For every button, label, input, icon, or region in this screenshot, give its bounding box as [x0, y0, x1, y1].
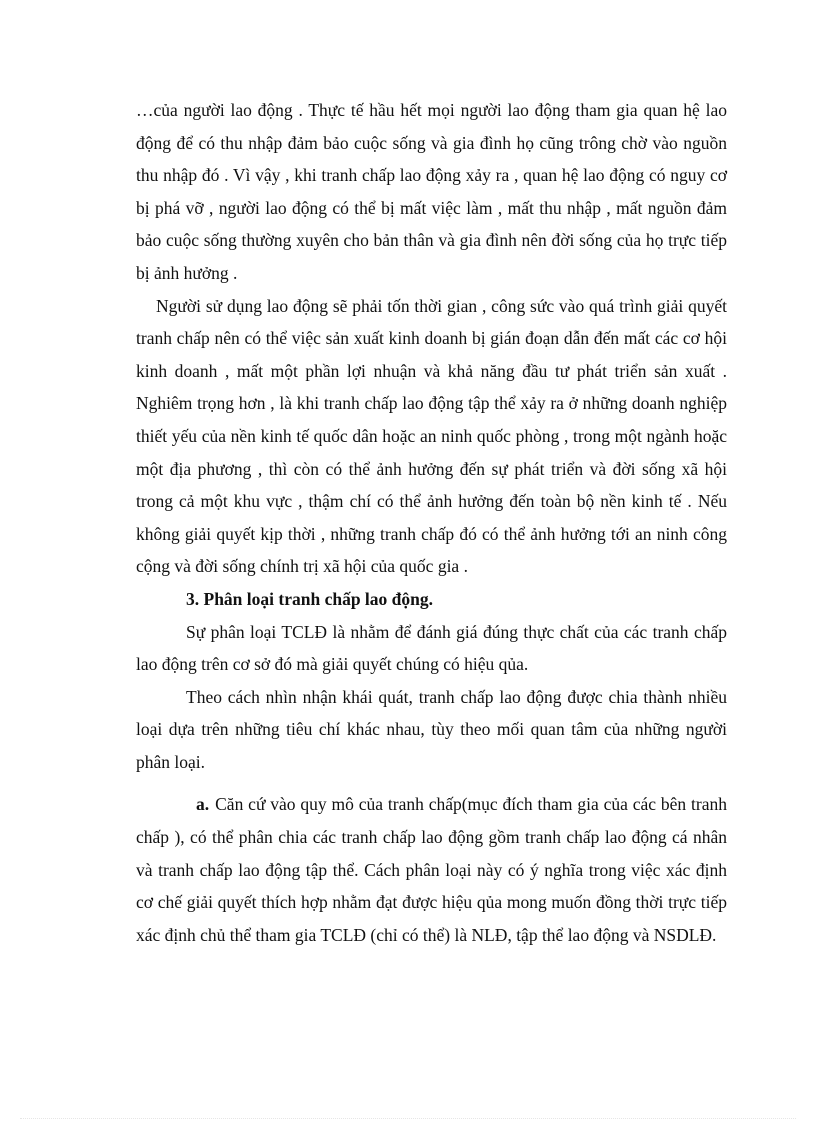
document-body	[136, 94, 727, 951]
paragraph-2: Người sử dụng lao động sẽ phải tốn thời gian , công sức vào quá trình giải quyết tranh chấp nên có thể việc sản xuất kinh doanh bị gián đoạn dẫn đến mất các cơ hội kinh doanh , mất một phần lợi nhuận và khả năng đầu tư phát triển sản xuất . Nghiêm trọng hơn , là khi tranh chấp lao động tập thể xảy ra ở những doanh nghiệp thiết yếu của nền kinh tế quốc dân hoặc an ninh quốc phòng , trong một ngành hoặc một địa phương , thì còn có thể ảnh hưởng đến sự phát triển và đời sống xã hội trong cả một khu vực , thậm chí có thể ảnh hưởng đến toàn bộ nền kinh tế . Nếu không giải quyết kịp thời , những tranh chấp đó có thể ảnh hưởng tới an ninh công cộng và đời sống chính trị xã hội của quốc gia .	[136, 295, 727, 577]
item-a-label: a.	[196, 794, 210, 815]
page-bottom-divider	[20, 1118, 796, 1119]
section-heading: 3. Phân loại tranh chấp lao động.	[186, 588, 433, 609]
paragraph-1: …của người lao động . Thực tế hầu hết mọi người lao động tham gia quan hệ lao động để có thu nhập đảm bảo cuộc sống và gia đình họ cũng trông chờ vào nguồn thu nhập đó . Vì vậy , khi tranh chấp lao động xảy ra , quan hệ lao động có nguy cơ bị phá vỡ , người lao động có thể bị mất việc làm , mất thu nhập , mất nguồn đảm bảo cuộc sống thường xuyên cho bản thân và gia đình nên đời sống của họ trực tiếp bị ảnh hưởng .	[136, 100, 727, 283]
item-a-text: Căn cứ vào quy mô của tranh chấp(mục đích tham gia của các bên tranh chấp ), có thể phân chia các tranh chấp lao động gồm tranh chấp lao động cá nhân và tranh chấp lao động tập thể. Cách phân loại này có ý nghĩa trong việc xác định cơ chế giải quyết thích hợp nhằm đạt được hiệu qủa mong muốn đồng thời trực tiếp xác định chủ thể tham gia TCLĐ (chỉ có thể) là NLĐ, tập thể lao động và NSDLĐ.	[136, 794, 727, 945]
paragraph-4: Theo cách nhìn nhận khái quát, tranh chấp lao động được chia thành nhiều loại dựa trên những tiêu chí khác nhau, tùy theo mối quan tâm của những người phân loại.	[136, 686, 727, 772]
item-a-paragraph	[136, 788, 727, 951]
paragraph-3: Sự phân loại TCLĐ là nhằm để đánh giá đúng thực chất của các tranh chấp lao động trên cơ sở đó mà giải quyết chúng có hiệu qủa.	[136, 621, 727, 675]
